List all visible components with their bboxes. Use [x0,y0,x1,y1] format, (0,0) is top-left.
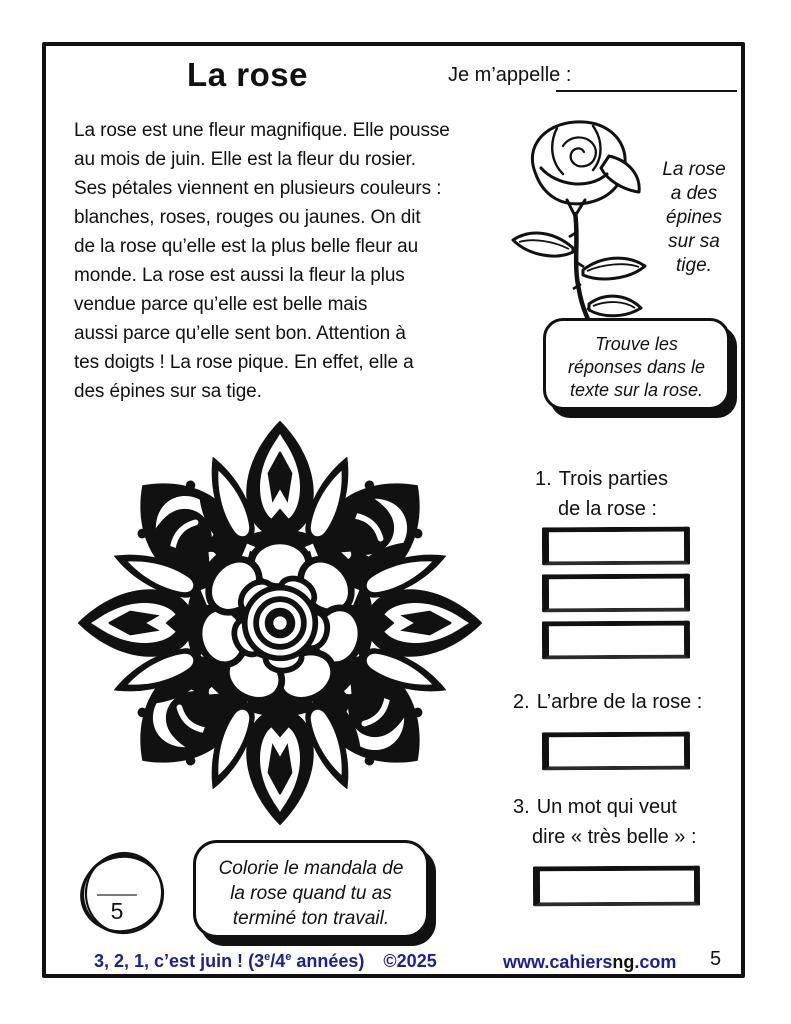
caption-line: a des [670,183,718,204]
footer-credit [94,951,437,972]
instruction-line: texte sur la rose. [569,380,704,400]
question-2-number: 2. [513,691,530,713]
page-title: La rose [187,56,308,93]
paragraph-line: de la rose qu’elle est la plus belle fleur au [74,236,419,257]
answer-box-q1-1[interactable] [542,527,690,566]
mandala-instruction-box [193,840,429,938]
site-suffix: .com [634,952,677,972]
site-brand: ng [612,952,635,972]
paragraph-line: vendue parce qu’elle est belle mais [74,294,368,315]
paragraph-line: aussi parce qu’elle sent bon. Attention à [74,323,406,344]
answer-box-q2-1[interactable] [542,732,690,771]
caption-line: tige. [676,255,712,276]
answer-box-q1-3[interactable] [542,621,690,660]
instruction-box [543,318,730,410]
instruction-line: Trouve les [595,334,678,354]
question-1-line-2: de la rose : [558,498,657,520]
website-link[interactable] [503,952,676,973]
paragraph-line: des épines sur sa tige. [74,381,262,402]
footer-series: 3, 2, 1, c’est juin ! [94,951,244,971]
caption-line: sur sa [668,231,720,252]
question-3-line-1 [513,796,677,819]
instruction-line: réponses dans le [567,357,706,377]
paragraph-line: Ses pétales viennent en plusieurs couleurs : [74,178,442,199]
page-number: 5 [710,948,722,970]
name-label: Je m’appelle : [448,64,572,86]
rose-mandala-icon [70,413,490,833]
rose-illustration-icon [505,112,655,337]
mandala-instruction-line: Colorie le mandala de [218,858,404,879]
caption-line: épines [666,207,722,228]
site-prefix: www.cahiers [503,952,613,972]
question-1-line-1 [535,468,668,491]
paragraph-line: monde. La rose est aussi la fleur la plus [74,265,405,286]
paragraph-line: tes doigts ! La rose pique. En effet, elle a [74,352,414,373]
footer-grade: (3e/4e années) [248,951,365,971]
answer-box-q1-2[interactable] [542,574,690,613]
question-3-text: Un mot qui veut [536,796,677,818]
caption-line: La rose [662,159,726,180]
question-2-text: L’arbre de la rose : [536,691,703,713]
question-3-number: 3. [513,796,530,818]
reading-paragraph [74,116,450,406]
paragraph-line: blanches, roses, rouges ou jaunes. On dit [74,207,421,228]
score-fraction-line[interactable] [97,894,137,896]
question-2-line [513,691,702,714]
question-1-text: Trois parties [558,468,668,490]
score-total: 5 [110,898,124,924]
question-3-line-2: dire « très belle » : [532,826,697,848]
mandala-instruction-line: terminé ton travail. [232,908,390,929]
answer-box-q3-1[interactable] [533,866,700,907]
mandala-instruction-line: la rose quand tu as [230,883,392,904]
copyright: ©2025 [383,951,437,971]
rose-caption [645,158,743,278]
paragraph-line: La rose est une fleur magnifique. Elle pousse [74,120,450,141]
question-1-number: 1. [535,468,552,490]
paragraph-line: au mois de juin. Elle est la fleur du rosier. [74,149,416,170]
name-blank-line[interactable] [556,90,737,92]
